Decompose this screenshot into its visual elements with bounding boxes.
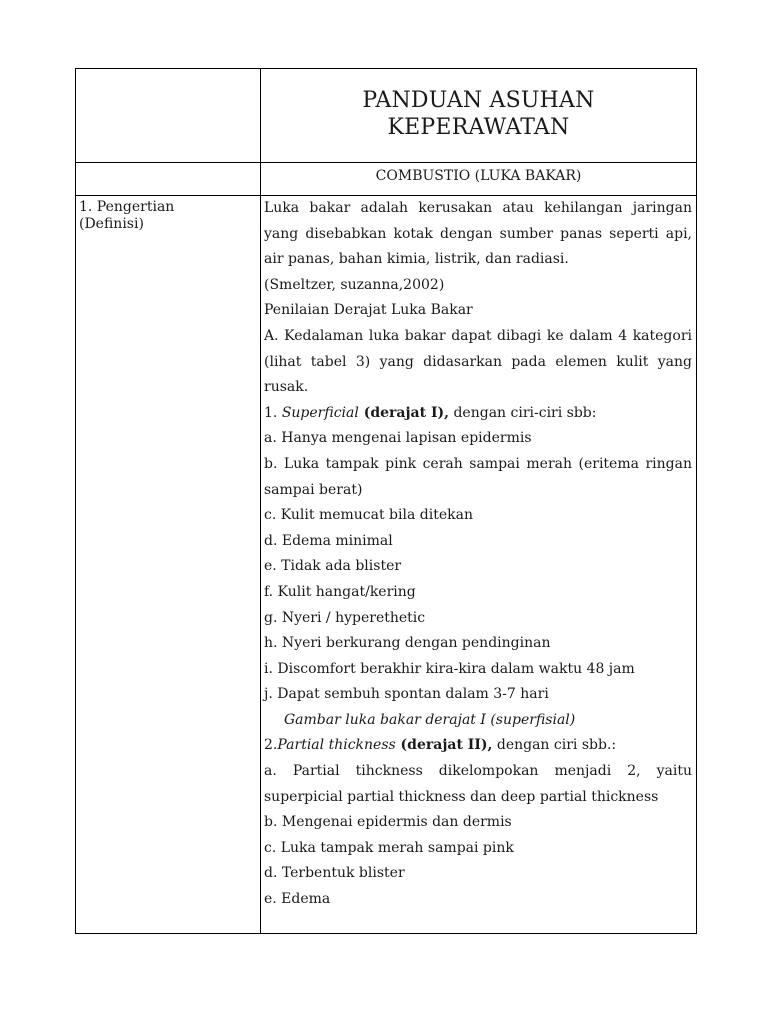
degree-2-rest: dengan ciri sbb.:: [492, 737, 617, 754]
section-label-line-1: 1. Pengertian: [79, 199, 175, 215]
degree-1-rest: dengan ciri-ciri sbb:: [449, 404, 597, 421]
list-item: f. Kulit hangat/kering: [264, 583, 416, 600]
page-title: [261, 87, 696, 141]
list-item: c. Kulit memucat bila ditekan: [264, 507, 473, 524]
degree-2-heading: [264, 733, 692, 759]
list-item: d. Terbentuk blister: [264, 865, 405, 882]
degree-1-heading: [264, 401, 692, 427]
list-item: e. Tidak ada blister: [264, 558, 402, 575]
section-heading: Penilaian Derajat Luka Bakar: [264, 302, 473, 319]
degree-2-number: 2.: [264, 737, 278, 754]
section-label: [79, 199, 257, 233]
intro-paragraph: A. Kedalaman luka bakar dapat dibagi ke dalam 4 kategori (lihat tabel 3) yang didasarkan pada elemen kulit yang rusak.: [264, 327, 692, 396]
row-divider-header: [76, 162, 696, 163]
list-item: d. Edema minimal: [264, 532, 393, 549]
page-subtitle: COMBUSTIO (LUKA BAKAR): [375, 168, 582, 184]
title-line-1: PANDUAN ASUHAN: [362, 88, 595, 113]
degree-1-term: Superficial: [281, 404, 359, 421]
list-item: a. Partial tihckness dikelompokan menjadi 2, yaitu superpicial partial thickness dan deep partial thickness: [264, 763, 692, 805]
list-item: b. Mengenai epidermis dan dermis: [264, 814, 512, 831]
citation-text: (Smeltzer, suzanna,2002): [264, 276, 445, 293]
column-divider: [260, 69, 261, 933]
degree-1-bold: (derajat I),: [358, 404, 450, 421]
list-item: b. Luka tampak pink cerah sampai merah (eritema ringan sampai berat): [264, 455, 692, 498]
list-item: e. Edema: [264, 891, 331, 908]
content-cell: [264, 196, 692, 913]
list-item: j. Dapat sembuh spontan dalam 3-7 hari: [264, 686, 549, 703]
degree-1-number: 1.: [264, 404, 282, 421]
list-item: i. Discomfort berakhir kira-kira dalam waktu 48 jam: [264, 660, 635, 677]
section-label-line-2: (Definisi): [79, 216, 144, 232]
figure-caption: Gambar luka bakar derajat I (superfisial): [284, 711, 576, 728]
degree-2-bold: (derajat II),: [395, 737, 493, 754]
list-item: h. Nyeri berkurang dengan pendinginan: [264, 635, 551, 652]
list-item: g. Nyeri / hyperethetic: [264, 609, 426, 626]
document-table: [75, 68, 697, 934]
list-item: c. Luka tampak merah sampai pink: [264, 839, 514, 856]
title-line-2: KEPERAWATAN: [387, 115, 570, 140]
list-item: a. Hanya mengenai lapisan epidermis: [264, 430, 532, 447]
definition-text: Luka bakar adalah kerusakan atau kehilangan jaringan yang disebabkan kotak dengan sumber panas seperti api, air panas, bahan kimia, listrik, dan radiasi.: [264, 200, 692, 268]
degree-2-term: Partial thickness: [277, 737, 396, 754]
